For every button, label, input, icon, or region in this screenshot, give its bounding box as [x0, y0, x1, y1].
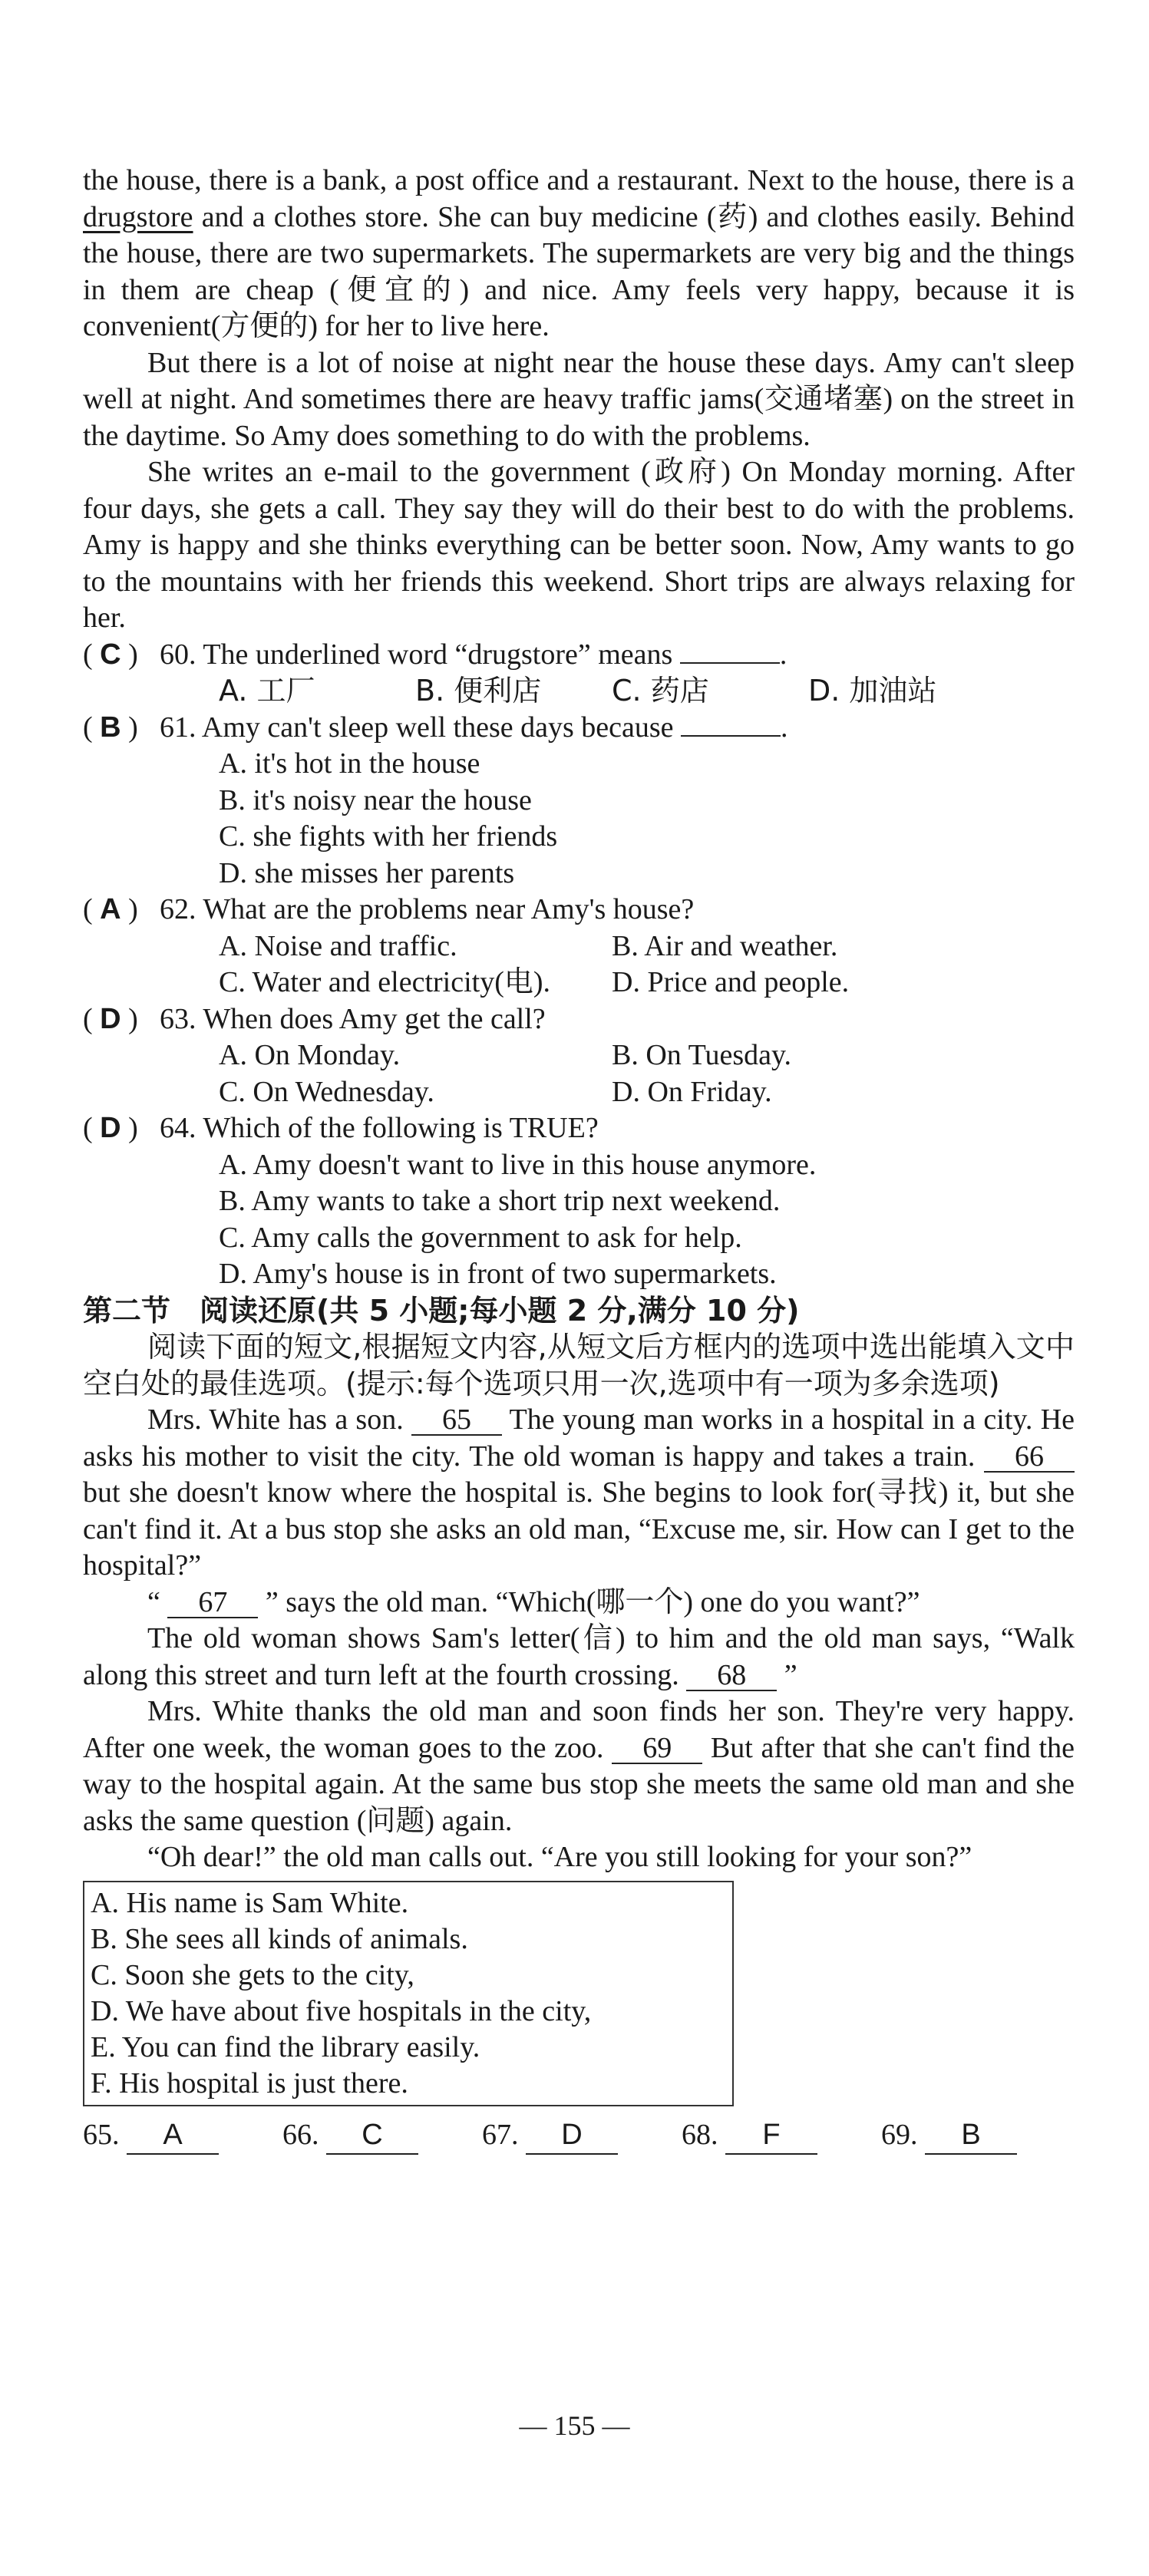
text-run: Mrs. White thanks the old man and soon finds her son. They're very happy. After one week, the woman goes to the zoo.: [83, 1695, 1075, 1764]
answer-bracket: ( D ): [83, 1112, 138, 1144]
answer-cell: [482, 2117, 682, 2155]
box-option: C. Soon she gets to the city,: [91, 1958, 414, 1991]
question-text: When does Amy get the call?: [196, 1002, 546, 1035]
option: B. 便利店: [415, 674, 542, 707]
box-option: E. You can find the library easily.: [91, 2030, 480, 2063]
section-title: 第二节 阅读还原(共 5 小题;每小题 2 分,满分 10 分): [83, 1293, 800, 1328]
option: A. On Monday.: [219, 1039, 401, 1071]
cloze-paragraph: [83, 1402, 1075, 1585]
answer-letter: B: [100, 711, 121, 744]
answer-letter: D: [100, 1112, 121, 1144]
option: C. 药店: [612, 674, 709, 707]
option: D. she misses her parents: [219, 856, 515, 889]
question-text: What are the problems near Amy's house?: [196, 893, 695, 925]
answer-number: 67.: [482, 2118, 526, 2151]
text-run: ” says the old man. “Which(哪一个) one do you want?”: [258, 1585, 920, 1618]
answer-bracket: ( B ): [83, 711, 138, 744]
answer-value: F: [725, 2117, 817, 2155]
option-row: [83, 928, 1075, 965]
underlined-word: drugstore: [83, 200, 193, 233]
question-number: 62.: [160, 893, 196, 925]
option: B. Air and weather.: [612, 929, 838, 962]
answer-bracket: ( C ): [83, 638, 138, 671]
option: C. she fights with her friends: [219, 820, 558, 853]
option: D. 加油站: [808, 674, 937, 707]
option: A. 工厂: [219, 674, 315, 707]
option: D. Price and people.: [612, 966, 850, 998]
option: A. Noise and traffic.: [219, 929, 457, 962]
text-run: “: [147, 1585, 168, 1618]
box-option: B. She sees all kinds of animals.: [91, 1922, 468, 1955]
option-row: [83, 1037, 1075, 1074]
option: A. it's hot in the house: [219, 747, 480, 780]
answer-bracket: ( A ): [83, 893, 138, 925]
question-stem: [83, 892, 1075, 928]
box-option: A. His name is Sam White.: [91, 1886, 409, 1919]
question-text: Which of the following is TRUE?: [196, 1112, 599, 1144]
option: B. it's noisy near the house: [219, 783, 532, 816]
question-item: [83, 892, 1075, 1001]
passage-paragraph-1: [83, 163, 1075, 345]
page-number: — 155 —: [519, 2410, 630, 2441]
text-run: but she doesn't know where the hospital is. She begins to look for(寻找) it, but she can't find it. At a bus stop she asks an old man, “Excuse me, sir. How can I get to the hospital?”: [83, 1476, 1075, 1582]
cloze-passage: [83, 1402, 1075, 1876]
answer-value: D: [526, 2117, 618, 2155]
answer-cell: [682, 2117, 881, 2155]
text-run: But after that she can't find the way to the hospital again. At the same bus stop she meets the same old man and she asks the same question (问题) again.: [83, 1731, 1075, 1837]
answer-bracket: ( D ): [83, 1002, 138, 1035]
answer-number: 68.: [682, 2118, 725, 2151]
answer-value: A: [127, 2117, 219, 2155]
text-run: the house, there is a bank, a post office and a restaurant. Next to the house, there is a: [83, 164, 1075, 196]
gap-69: 69: [612, 1733, 702, 1764]
gap-66: 66: [984, 1442, 1075, 1473]
gap-68: 68: [686, 1661, 777, 1691]
options-box: [83, 1881, 734, 2106]
question-list: [83, 637, 1075, 1293]
text-run: and a clothes store. She can buy medicine (药) and clothes easily. Behind the house, there are two supermarkets. The supermarkets are very big and the things in them are cheap (便宜的) and nice. Amy feels very happy, because it is convenient(方便的) for her to live here.: [83, 200, 1075, 342]
cloze-paragraph: [83, 1621, 1075, 1694]
question-number: 63.: [160, 1002, 196, 1035]
answer-blank: [680, 662, 780, 664]
section-instruction: 阅读下面的短文,根据短文内容,从短文后方框内的选项中选出能填入文中空白处的最佳选项。(提示:每个选项只用一次,选项中有一项为多余选项): [83, 1330, 1075, 1400]
text-run: “Oh dear!” the old man calls out. “Are you still looking for your son?”: [147, 1841, 972, 1873]
passage-paragraph-2: But there is a lot of noise at night near the house these days. Amy can't sleep well at night. And sometimes there are heavy traffic jams(交通堵塞) on the street in the daytime. So Amy does something to do with the problems.: [83, 346, 1075, 452]
option: A. Amy doesn't want to live in this house anymore.: [219, 1148, 817, 1181]
cloze-paragraph: [83, 1585, 1075, 1621]
question-number: 64.: [160, 1112, 196, 1144]
cloze-paragraph: [83, 1694, 1075, 1839]
option: C. Water and electricity(电).: [219, 966, 551, 998]
answer-value: C: [326, 2117, 418, 2155]
question-item: [83, 1001, 1075, 1111]
answer-letter: D: [100, 1002, 121, 1035]
answer-letter: A: [100, 893, 121, 925]
question-item: [83, 1110, 1075, 1293]
option: B. Amy wants to take a short trip next weekend.: [219, 1185, 781, 1217]
answer-value: B: [925, 2117, 1017, 2155]
passage-paragraph-3: She writes an e-mail to the government (政府) On Monday morning. After four days, she gets a call. They say they will do their best to do with the problems. Amy is happy and she thinks everything can be better soon. Now, Amy wants to go to the mountains with her friends this weekend. Short trips are always relaxing for her.: [83, 456, 1075, 634]
content-column: [83, 163, 1075, 2155]
option: B. On Tuesday.: [612, 1039, 792, 1071]
option-row: [83, 965, 1075, 1001]
box-option: D. We have about five hospitals in the city,: [91, 1994, 592, 2027]
question-number: 61.: [160, 711, 196, 744]
question-stem: [83, 1110, 1075, 1147]
answer-letter: C: [100, 638, 121, 671]
question-item: [83, 710, 1075, 892]
option: D. Amy's house is in front of two supermarkets.: [219, 1258, 777, 1290]
question-number: 60.: [160, 638, 196, 671]
answer-number: 69.: [881, 2118, 925, 2151]
text-run: Mrs. White has a son.: [147, 1403, 411, 1436]
text-run: The young man works in a hospital in a city. He asks his mother to visit the city. The old woman is happy and takes a train.: [83, 1403, 1075, 1473]
question-end: .: [779, 638, 787, 671]
option: D. On Friday.: [612, 1075, 772, 1108]
answer-cell: [282, 2117, 482, 2155]
question-text: Amy can't sleep well these days because: [196, 711, 674, 744]
question-stem: [83, 710, 1075, 747]
gap-67: 67: [167, 1588, 258, 1618]
text-run: The old woman shows Sam's letter(信) to him and the old man says, “Walk along this street and turn left at the fourth crossing.: [83, 1622, 1075, 1691]
option: C. On Wednesday.: [219, 1075, 434, 1108]
answer-row: [83, 2117, 1075, 2155]
gap-65: 65: [411, 1405, 502, 1436]
answer-number: 65.: [83, 2118, 127, 2151]
question-stem: [83, 1001, 1075, 1038]
question-end: .: [781, 711, 788, 744]
cloze-paragraph: [83, 1839, 1075, 1876]
question-text: The underlined word “drugstore” means: [196, 638, 673, 671]
answer-cell: [881, 2117, 1081, 2155]
option-row: [83, 1074, 1075, 1111]
question-stem: [83, 637, 1075, 674]
answer-blank: [681, 735, 781, 737]
answer-cell: [83, 2117, 282, 2155]
option-row: [83, 673, 1075, 710]
option: C. Amy calls the government to ask for help.: [219, 1221, 742, 1254]
question-item: [83, 637, 1075, 710]
answer-number: 66.: [282, 2118, 326, 2151]
box-option: F. His hospital is just there.: [91, 2066, 408, 2099]
text-run: ”: [777, 1658, 797, 1691]
